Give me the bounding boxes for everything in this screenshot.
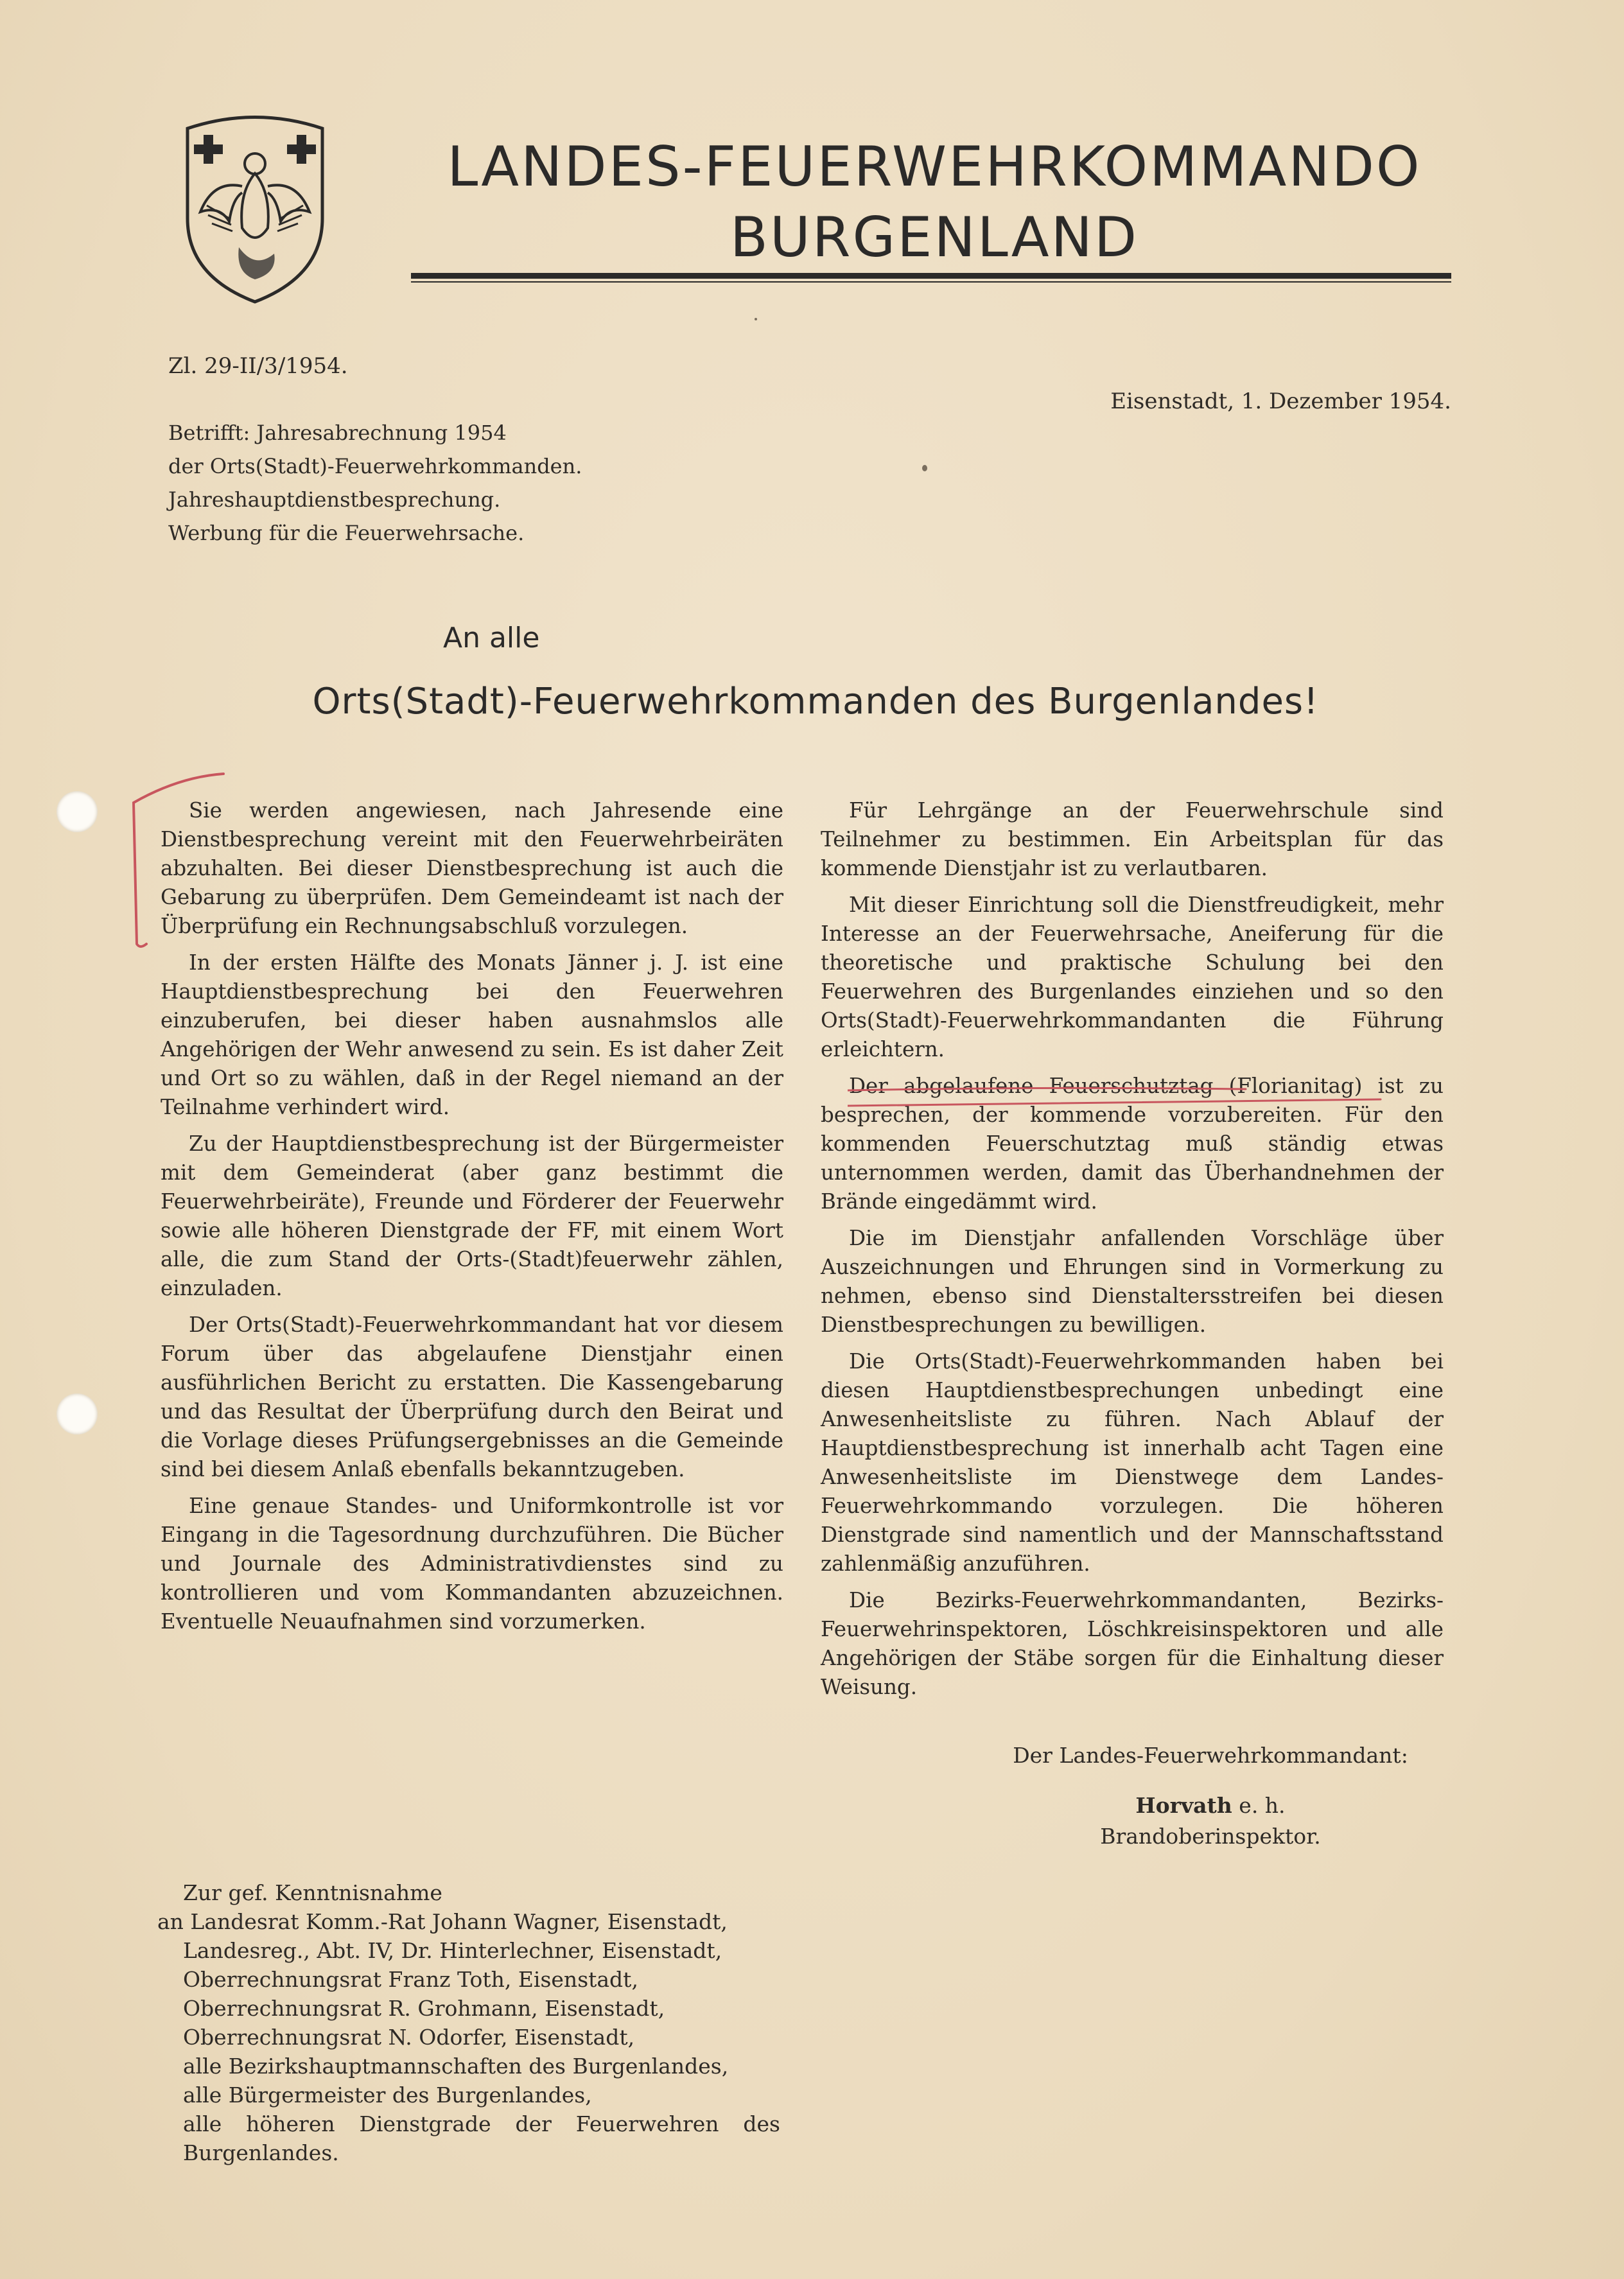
paragraph: Für Lehrgänge an der Feuerwehrschule sind Teilnehmer zu bestimmen. Ein Arbeitsplan für das kommende Dienstjahr ist zu verlautbaren. [821, 798, 1444, 880]
coat-of-arms-logo [168, 109, 342, 308]
paper-speck [755, 318, 757, 320]
burgenland-eagle-icon [168, 109, 342, 308]
paragraph: Der Orts(Stadt)-Feuerwehrkommandant hat vor diesem Forum über das abgelaufene Dienstjahr einen ausführlichen Bericht zu erstatten. Die Kassengebarung und das Resultat der Überprüfung durch den Beirat und die Vorlage dieses Prüfungsergebnisses an die Gemeinde sind bei diesem Anlaß ebenfalls bekanntzugeben. [161, 1313, 783, 1481]
distribution-line: alle Bürgermeister des Burgenlandes, [183, 2083, 592, 2108]
letterhead-title [408, 132, 1461, 273]
letterhead-line-1: LANDES-FEUERWEHRKOMMANDO [447, 135, 1422, 199]
distribution-line: Landesreg., Abt. IV, Dr. Hinterlechner, Eisenstadt, [183, 1938, 722, 1963]
distribution-line: Oberrechnungsrat Franz Toth, Eisenstadt, [183, 1967, 638, 1992]
distribution-line: alle Bezirkshauptmannschaften des Burgenlandes, [183, 2054, 729, 2079]
distribution-line: Oberrechnungsrat N. Odorfer, Eisenstadt, [183, 2025, 635, 2050]
paragraph: Zu der Hauptdienstbesprechung ist der Bürgermeister mit dem Gemeinderat (aber ganz bestimmt die Feuerwehrbeiräte), Freunde und Förderer der Feuerwehr sowie alle höheren Dienstgrade der FF, mit einem Wort alle, die zum Stand der Orts-(Stadt)feuerwehr zählen, einzuladen. [161, 1131, 783, 1300]
distribution-intro: Zur gef. Kenntnisnahme [183, 1880, 442, 1905]
signatory-name: Horvath [1135, 1793, 1232, 1818]
signature-suffix: e. h. [1239, 1793, 1286, 1818]
signature-name-line [931, 1790, 1490, 1821]
subject-line: der Orts(Stadt)-Feuerwehrkommanden. [168, 454, 582, 478]
red-pencil-underline-mark [848, 1087, 1451, 1112]
paragraph: Die Bezirks-Feuerwehrkommandanten, Bezirks-Feuerwehrinspektoren, Löschkreisinspektoren und alle Angehörigen der Stäbe sorgen für die Einhaltung dieser Weisung. [821, 1588, 1444, 1699]
distribution-line: alle höheren Dienstgrade der Feuerwehren des Burgenlandes. [183, 2111, 780, 2165]
subject-line: Werbung für die Feuerwehrsache. [168, 521, 525, 545]
reference-number: Zl. 29-II/3/1954. [168, 353, 348, 379]
paragraph: Der abgelaufene Feuerschutztag (Florianitag) ist zu besprechen, der kommende vorzubereiten. Für den kommenden Feuerschutztag muß ständig etwas unternommen werden, damit das Überhandnehmen der Brände eingedämmt wird. [821, 1074, 1444, 1214]
paper-speck [922, 465, 927, 471]
paragraph: Sie werden angewiesen, nach Jahresende eine Dienstbesprechung vereint mit den Feuerwehrbeiräten abzuhalten. Bei dieser Dienstbesprechung ist auch die Gebarung zu überprüfen. Dem Gemeindeamt ist nach der Überprüfung ein Rechnungsabschluß vorzulegen. [161, 798, 783, 938]
distribution-list [157, 1878, 780, 2167]
distribution-line: an Landesrat Komm.-Rat Johann Wagner, Eisenstadt, [157, 1909, 728, 1934]
body-column-left [161, 796, 783, 1644]
signature-title: Der Landes-Feuerwehrkommandant: [1013, 1743, 1408, 1768]
subject-block [168, 416, 582, 550]
paragraph: Mit dieser Einrichtung soll die Dienstfreudigkeit, mehr Interesse an der Feuerwehrsache, Aneiferung für die theoretische und praktische Schulung bei den Feuerwehren des Burgenlandes einziehen und so den Orts(Stadt)-Feuerwehrkommandanten die Führung erleichtern. [821, 893, 1444, 1061]
paragraph: Die Orts(Stadt)-Feuerwehrkommanden haben bei diesen Hauptdienstbesprechungen unbedingt eine Anwesenheitsliste zu führen. Nach Ablauf der Hauptdienstbesprechung ist innerhalb acht Tagen eine Anwesenheitsliste im Dienstwege dem Landes-Feuerwehrkommando vorzulegen. Die höheren Dienstgrade sind namentlich und der Mannschaftsstand zahlenmäßig anzuführen. [821, 1349, 1444, 1576]
paragraph: Die im Dienstjahr anfallenden Vorschläge über Auszeichnungen und Ehrungen sind in Vormerkung zu nehmen, ebenso sind Dienstaltersstreifen bei diesen Dienstbesprechungen zu bewilligen. [821, 1226, 1444, 1337]
subject-line: Jahreshauptdienstbesprechung. [168, 487, 501, 512]
punch-hole-top [57, 791, 98, 832]
letter-date: Eisenstadt, 1. Dezember 1954. [1110, 389, 1451, 414]
body-column-right [821, 796, 1444, 1709]
letterhead-rule [411, 273, 1451, 279]
greeting: An alle [443, 622, 540, 654]
subject-line: Betrifft: Jahresabrechnung 1954 [168, 421, 507, 445]
paragraph: Eine genaue Standes- und Uniformkontrolle ist vor Eingang in die Tagesordnung durchzuführen. Die Bücher und Journale des Administrativdienstes sind zu kontrollieren und vom Kommandanten abzuzeichnen. Eventuelle Neuaufnahmen sind vorzumerken. [161, 1494, 783, 1634]
signature-block [931, 1740, 1490, 1852]
letterhead-line-2: BURGENLAND [729, 205, 1139, 270]
punch-hole-bottom [57, 1393, 98, 1435]
distribution-line: Oberrechnungsrat R. Grohmann, Eisenstadt, [183, 1996, 665, 2021]
paragraph: In der ersten Hälfte des Monats Jänner j. J. ist eine Hauptdienstbesprechung bei den Feuerwehren einzuberufen, bei dieser haben ausnahmslos alle Angehörigen der Wehr anwesend zu sein. Es ist daher Zeit und Ort so zu wählen, daß in der Regel niemand an der Teilnahme verhindert wird. [161, 950, 783, 1119]
addressee-heading: Orts(Stadt)-Feuerwehrkommanden des Burgenlandes! [312, 681, 1319, 722]
red-pencil-bracket-mark [121, 767, 236, 950]
letterhead-rule-thin [411, 281, 1451, 283]
signatory-rank: Brandoberinspektor. [1100, 1824, 1321, 1849]
